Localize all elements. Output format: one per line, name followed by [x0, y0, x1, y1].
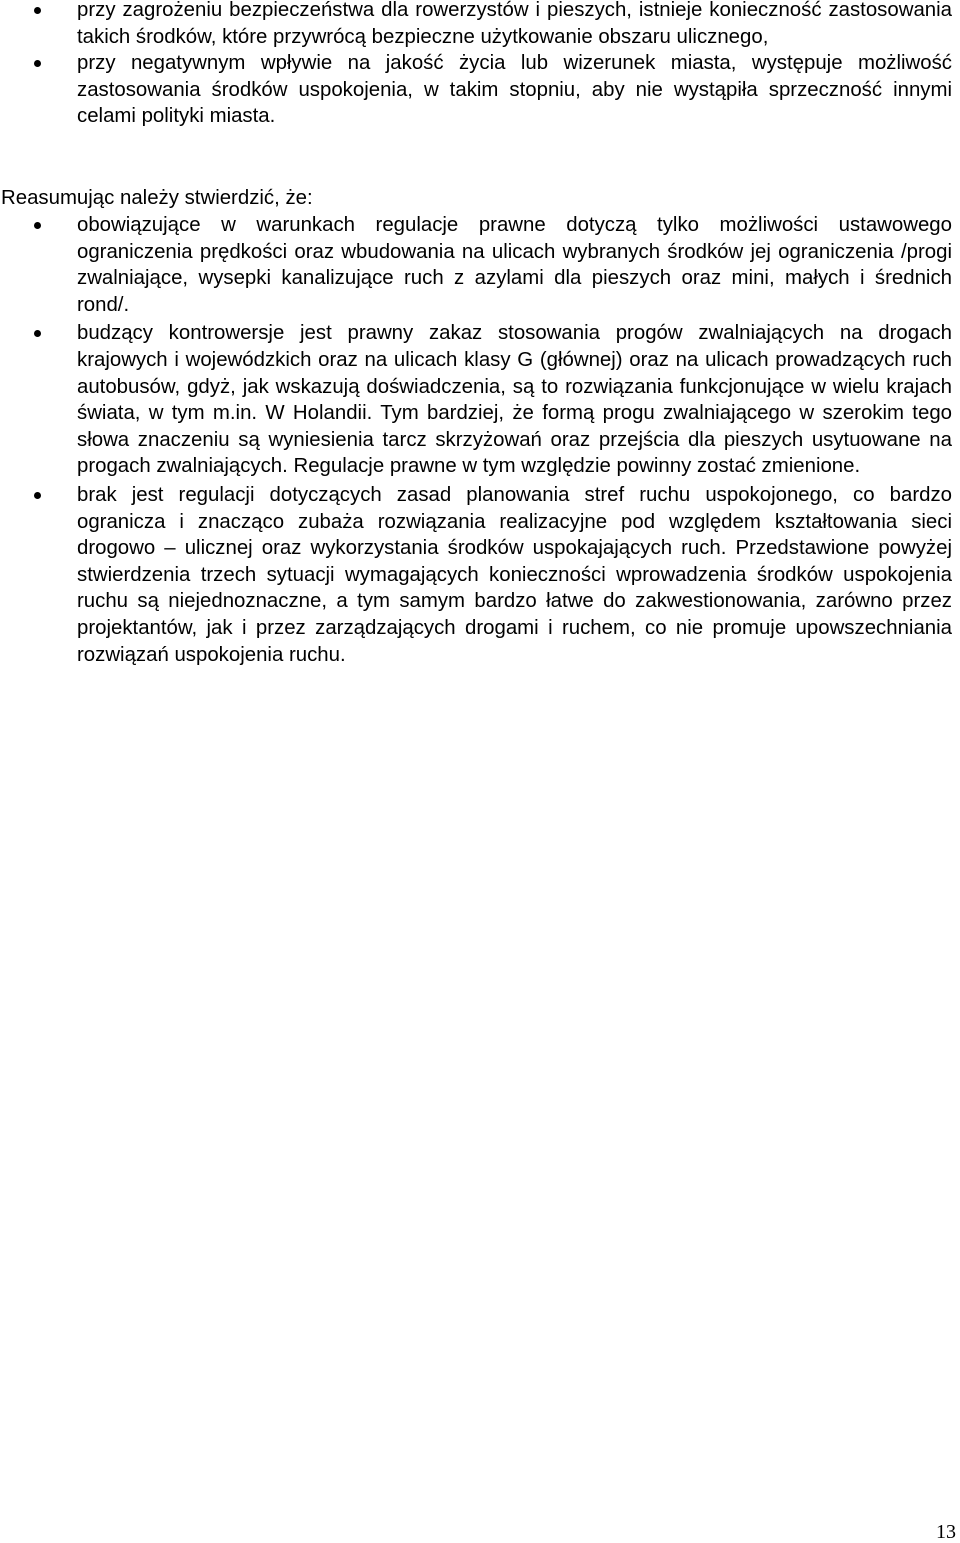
list-item [0, 50, 956, 130]
list-item-text: obowiązujące w warunkach regulacje prawne dotyczą tylko możliwości ustawowego ograniczenia prędkości oraz wbudowania na ulicach wybranych środków jej ograniczenia /progi zwalniające, wysepki kanalizujące ruch z azylami dla pieszych oraz mini, małych i średnich rond/. [77, 214, 952, 316]
list-item-text: budzący kontrowersje jest prawny zakaz stosowania progów zwalniających na drogach krajowych i wojewódzkich oraz na ulicach klasy G (głównej) oraz na ulicach prowadzących ruch autobusów, gdyż, jak wskazują doświadczenia, są to rozwiązania funkcjonujące w wielu krajach świata, w tym m.in. W Holandii. Tym bardziej, że formą progu zwalniającego w szerokim tego słowa znaczeniu są wyniesienia tarcz skrzyżowań oraz przejścia dla pieszych usytuowane na progach zwalniających. Regulacje prawne w tym względzie powinny zostać zmienione. [77, 322, 952, 478]
bullet-icon [34, 492, 41, 499]
list-item [0, 212, 956, 318]
list-item [0, 320, 956, 480]
summary-intro: Reasumując należy stwierdzić, że: [1, 187, 313, 209]
list-item-text: przy zagrożeniu bezpieczeństwa dla rowerzystów i pieszych, istnieje konieczność zastosowania takich środków, które przywrócą bezpieczne użytkowanie obszaru ulicznego, [77, 0, 952, 48]
page-number: 13 [936, 1521, 956, 1543]
summary-list [0, 212, 956, 670]
conditions-list [0, 0, 956, 130]
list-item [0, 482, 956, 668]
bullet-icon [34, 7, 41, 14]
list-item-text: przy negatywnym wpływie na jakość życia lub wizerunek miasta, występuje możliwość zastosowania środków uspokojenia, w takim stopniu, aby nie wystąpiła sprzeczność innymi celami polityki miasta. [77, 52, 952, 128]
bullet-icon [34, 222, 41, 229]
list-item-text: brak jest regulacji dotyczących zasad planowania stref ruchu uspokojonego, co bardzo ogranicza i znacząco zubaża rozwiązania realizacyjne pod względem kształtowania sieci drogowo – ulicznej oraz wykorzystania środków uspokajających ruch. Przedstawione powyżej stwierdzenia trzech sytuacji wymagających konieczności wprowadzenia środków uspokojenia ruchu są niejednoznaczne, a tym samym bardzo łatwe do zakwestionowania, zarówno przez projektantów, jak i przez zarządzających drogami i ruchem, co nie promuje upowszechniania rozwiązań uspokojenia ruchu. [77, 483, 952, 666]
list-item [0, 0, 956, 50]
bullet-icon [34, 330, 41, 337]
bullet-icon [34, 60, 41, 67]
